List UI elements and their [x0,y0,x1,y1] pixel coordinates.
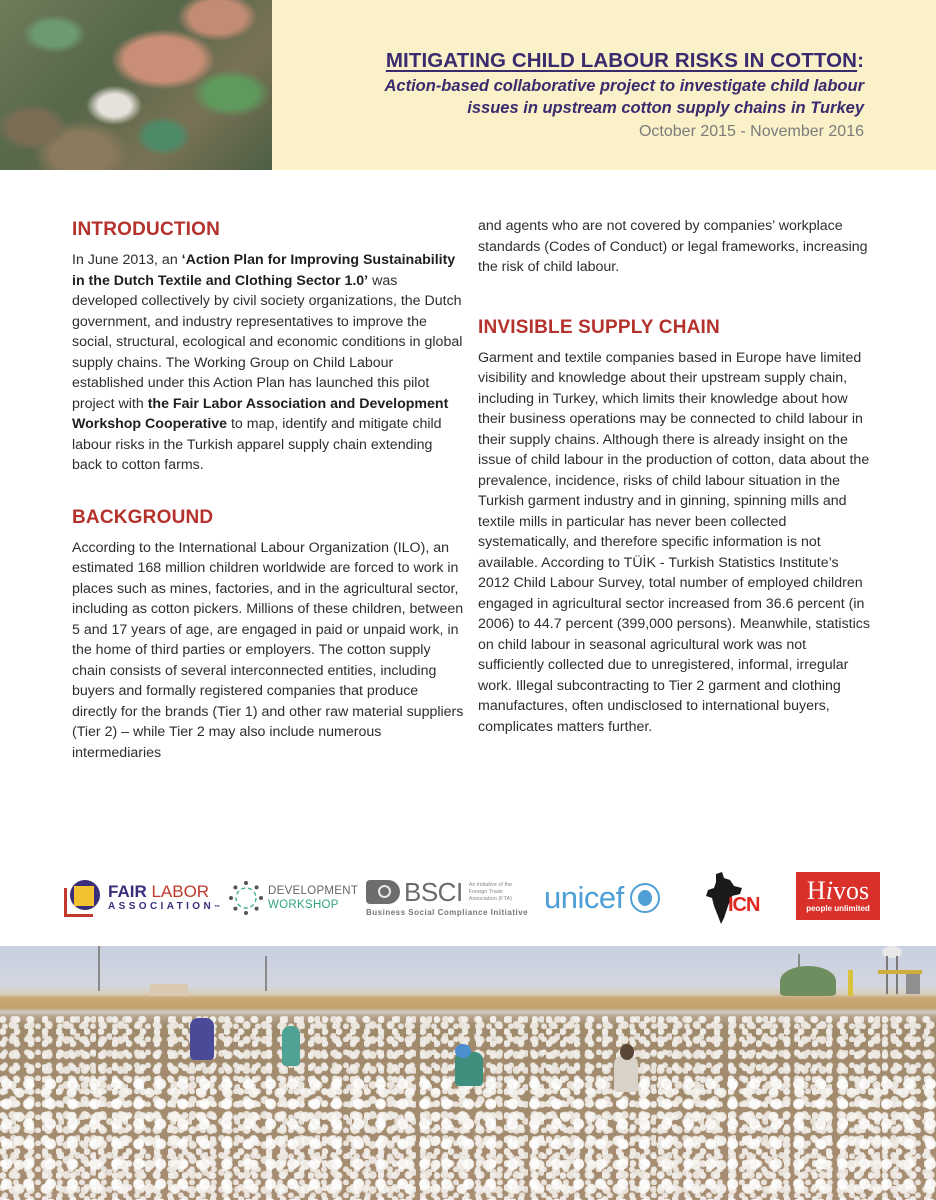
document-title-colon: : [857,49,864,72]
invisible-supply-chain-heading: INVISIBLE SUPPLY CHAIN [478,316,720,338]
worker-figure [190,1018,214,1060]
partner-logos [0,866,936,930]
trademark-symbol: ™ [214,904,221,911]
water-tower [876,946,922,994]
hivos-tagline: people unlimited [806,904,870,913]
fla-word-labor: LABOR [151,881,210,901]
dw-word-workshop: WORKSHOP [268,899,339,911]
document-title [264,48,864,74]
hivos-wordmark [807,878,869,904]
dw-logo-icon [228,880,264,916]
dw-word-development: DEVELOPMENT [268,885,359,897]
hivos-logo [796,872,880,920]
intro-action-plan-name: ‘Action Plan for Improving Sustainability in the Dutch Textile and Clothing Sector 1.0’ [72,252,456,289]
icn-wordmark: ICN [728,894,760,916]
worker-hat [455,1044,471,1058]
bsci-fta-note: An initiative of the Foreign Trade Association (FTA) [468,881,513,902]
project-dates: October 2015 - November 2016 [638,123,864,140]
spacer [72,476,464,502]
left-column [72,214,464,763]
bsci-logo [366,866,531,930]
bsci-full-name: Business Social Compliance Initiative [366,908,529,917]
cotton-field-photo [0,946,936,1200]
introduction-paragraph [72,250,464,476]
background-paragraph-continued: and agents who are not covered by companies’ workplace standards (Codes of Conduct) or legal frameworks, increasing the risk of child labour. [478,218,868,275]
header-cotton-photo [0,0,272,170]
bsci-wordmark: BSCI [404,877,463,907]
worker-head [620,1044,634,1060]
utility-pole [98,946,100,991]
intro-text-3: to map, identify and mitigate child labour risks in the Turkish apparel supply chain extending back to cotton farms. [72,416,442,473]
introduction-heading: INTRODUCTION [72,219,221,240]
hivos-letter-i: i [825,876,833,905]
distant-building [150,984,188,996]
background-paragraph: According to the International Labour Organization (ILO), an estimated 168 million children worldwide are forced to work in places such as mines, factories, and in the agricultural sector, including as cotton pickers. Millions of these children, between 5 and 17 years of age, are engaged in paid or unpaid work, in the home of third parties or employers. The cotton supply chain consists of several interconnected entities, including buyers and formally registered companies that produce directly for the brands (Tier 1) and other raw material suppliers (Tier 2) – while Tier 2 may also include numerous intermediaries [72,539,464,761]
utility-pole [265,956,267,991]
cotton-bolls-foreground [0,1076,936,1200]
spacer [478,278,870,312]
document-subtitle [264,75,864,119]
fla-logo-icon [62,878,102,918]
hivos-letter-h: H [806,876,826,905]
unicef-wordmark: unicef [544,880,624,915]
intro-text-2: was developed collectively by civil society organizations, the Dutch government, and industry representatives to improve the social, structural, ecological and economic conditions in global supply chains. The Working Group on Child Labour established under this Action Plan has launched this pilot project with [72,272,463,412]
fla-word-association: ASSOCIATION [108,900,215,912]
background-heading: BACKGROUND [72,506,214,528]
fair-labor-association-logo [62,866,220,930]
worker-figure [614,1056,638,1092]
development-workshop-logo [228,866,358,930]
invisible-supply-chain-paragraph: Garment and textile companies based in Europe have limited visibility and knowledge about their upstream supply chain, including in Turkey, which limits their knowledge about how their business operations may be connected to child labour in their supply chains. Although there is already insight on the issue of child labour in the production of cotton, data about the prevalence, incidence, risks of child labour situation in the Turkish garment industry and in ginning, spinning mills and textile mills in particular has never been collected systematically, and therefore specific information is not available. According to TÜİK - Turkish Statistics Institute’s 2012 Child Labour Survey, total number of employed children engaged in agricultural sector increased from 36.6 percent (in 2006) to 44.7 percent (399,000 persons). Meanwhile, statistics on child labour in seasonal agricultural work was not sufficiently collected due to unregistered, informal, irregular work. Illegal subcontracting to Tier 2 garment and clothing manufactures, often undisclosed to international buyers, complicates matters further. [478,349,870,735]
un-emblem-icon [630,883,660,913]
icn-logo [702,866,764,930]
header-banner [0,0,936,170]
worker-figure [282,1026,300,1066]
right-column [478,216,870,737]
hivos-letters-vos: vos [832,876,870,905]
unicef-logo [544,866,660,930]
subtitle-line-2: issues in upstream cotton supply chains in Turkey [467,99,864,117]
yellow-post [848,970,853,996]
fla-word-fair: FAIR [108,881,152,901]
bsci-top-row [366,879,531,905]
intro-partners: the Fair Labor Association and Development Workshop Cooperative [72,395,449,432]
subtitle-line-1: Action-based collaborative project to investigate child labour [384,77,864,95]
document-title-text: MITIGATING CHILD LABOUR RISKS IN COTTON [385,49,858,72]
intro-text-1: In June 2013, an [72,252,182,268]
dw-wordmark [268,884,358,912]
distant-trees [780,966,836,996]
hand-globe-icon [366,880,400,904]
header-text-block [264,48,864,143]
fla-wordmark [108,883,220,914]
